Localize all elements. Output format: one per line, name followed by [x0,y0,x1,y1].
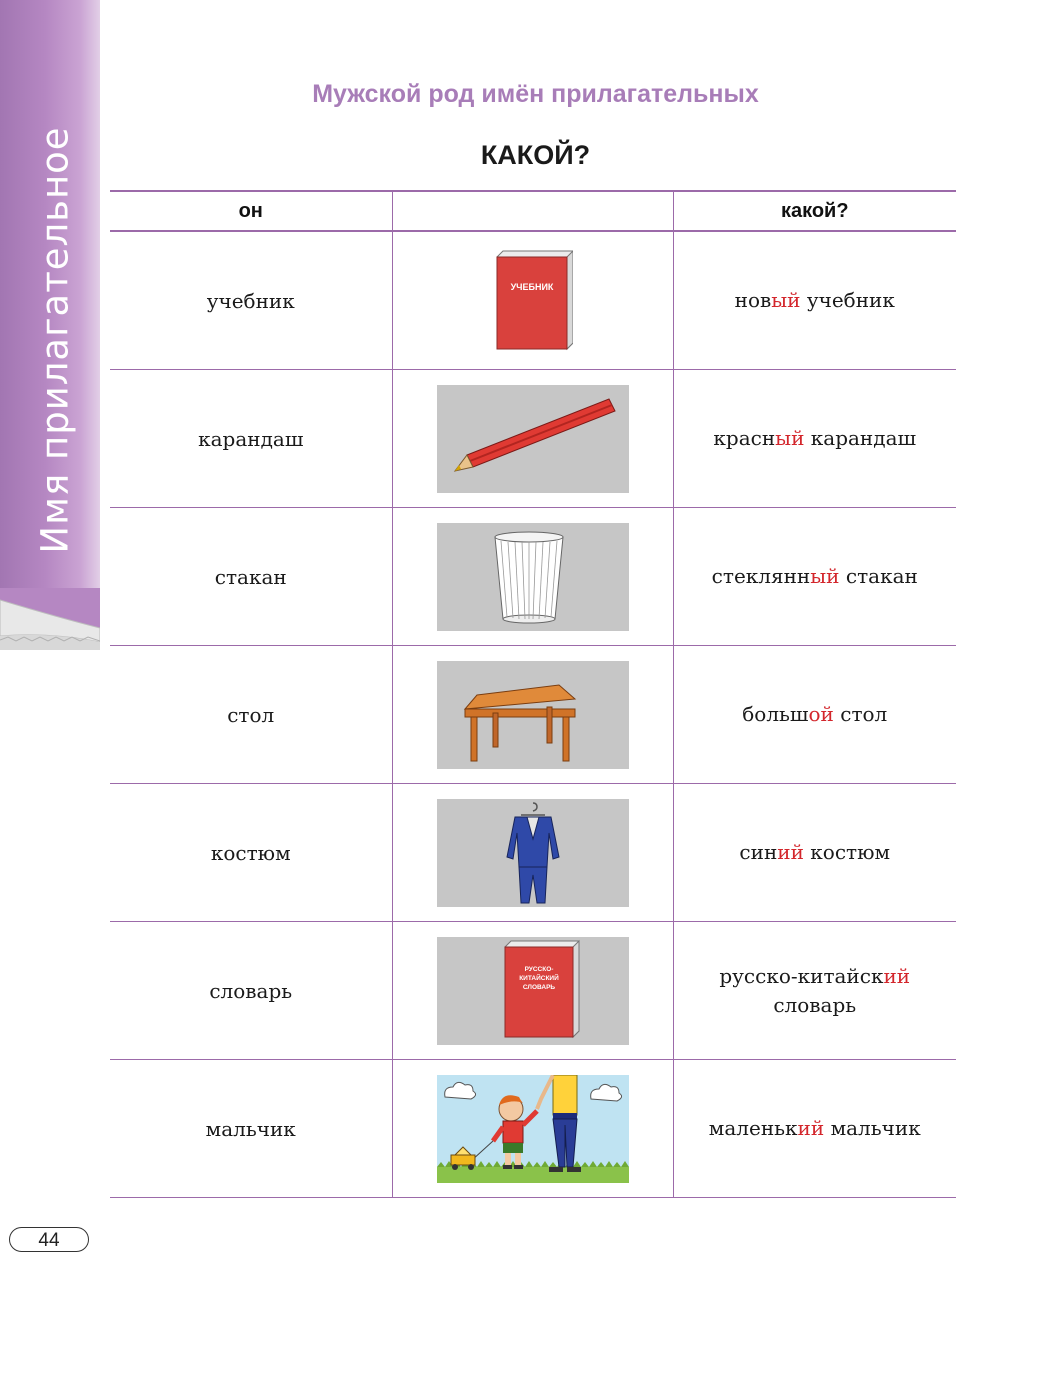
phrase-cell [673,1060,956,1198]
glass-picture [437,523,629,631]
adjective-ending: ий [777,840,804,864]
phrase-cell [673,231,956,370]
noun-cell: карандаш [110,370,392,508]
column-header-noun: он [110,191,392,231]
phrase-second-line: словарь [773,992,857,1017]
table-header-row [110,191,956,231]
adjective-phrase [674,962,957,991]
table-row [110,231,956,370]
dictionary-cover-line: РУССКО- [524,965,553,973]
adjective-stem: маленьк [708,1116,798,1140]
adjective-stem: больш [742,702,809,726]
page-title: Мужской род имён прилагательных [312,80,759,108]
image-cell [392,646,673,784]
adjective-stem: красн [713,426,776,450]
phrase-cell [673,508,956,646]
adjective-stem: стеклянн [711,564,811,588]
phrase-cell [673,784,956,922]
dictionary-icon [437,937,629,1045]
noun-part: мальчик [824,1116,921,1140]
table-row [110,1060,956,1198]
image-cell [392,231,673,370]
table-icon [437,661,629,769]
suit-picture [437,799,629,907]
page-number: 44 [9,1227,89,1252]
adjective-ending: ий [883,963,911,988]
adjective-stem: син [739,840,778,864]
dictionary-cover-line: КИТАЙСКИЙ [518,974,559,982]
red-textbook-icon [493,249,573,353]
side-tab-label: Имя прилагательное [33,126,77,554]
adjective-phrase [712,564,918,588]
table-row [110,922,956,1060]
adjective-ending: ий [797,1116,825,1140]
adjective-phrase [713,426,916,450]
noun-cell: словарь [110,922,392,1060]
table-row [110,370,956,508]
adjective-phrase [742,702,887,726]
book-cover-label: УЧЕБНИК [510,281,553,292]
table-row [110,646,956,784]
table-picture [437,661,629,769]
red-pencil-icon [437,385,629,493]
image-cell [392,370,673,508]
dictionary-picture [437,937,629,1045]
table-row [110,508,956,646]
adjective-stem: нов [734,288,772,312]
noun-part: карандаш [804,426,917,450]
adjective-phrase [735,288,895,312]
adjective-phrase [709,1116,921,1140]
image-cell [392,922,673,1060]
adjective-phrase [739,840,890,864]
dictionary-cover-line: СЛОВАРЬ [522,983,555,991]
table-row [110,784,956,922]
glass-icon [437,523,629,631]
adjective-ending: ой [808,702,834,726]
noun-part: стакан [839,564,918,588]
image-cell [392,1060,673,1198]
noun-part: учебник [800,288,895,312]
column-header-image [392,191,673,231]
column-header-adjective: какой? [673,191,956,231]
adjective-ending: ый [810,564,840,588]
page-curl-icon [0,588,100,650]
image-cell [392,508,673,646]
noun-cell: костюм [110,784,392,922]
phrase-cell [673,922,956,1060]
adjective-table [110,190,956,1198]
noun-cell: стол [110,646,392,784]
noun-part: стол [833,702,888,726]
phrase-cell [673,370,956,508]
adjective-ending: ый [775,426,805,450]
noun-cell: мальчик [110,1060,392,1198]
boy-picture [437,1075,629,1183]
adjective-ending: ый [771,288,801,312]
noun-cell: учебник [110,231,392,370]
noun-part: костюм [803,840,891,864]
adjective-stem: русско-китайск [719,963,884,988]
section-question: КАКОЙ? [480,140,591,170]
blue-suit-icon [437,799,629,907]
boy-icon [437,1075,629,1183]
pencil-picture [437,385,629,493]
phrase-cell [673,646,956,784]
noun-cell: стакан [110,508,392,646]
image-cell [392,784,673,922]
